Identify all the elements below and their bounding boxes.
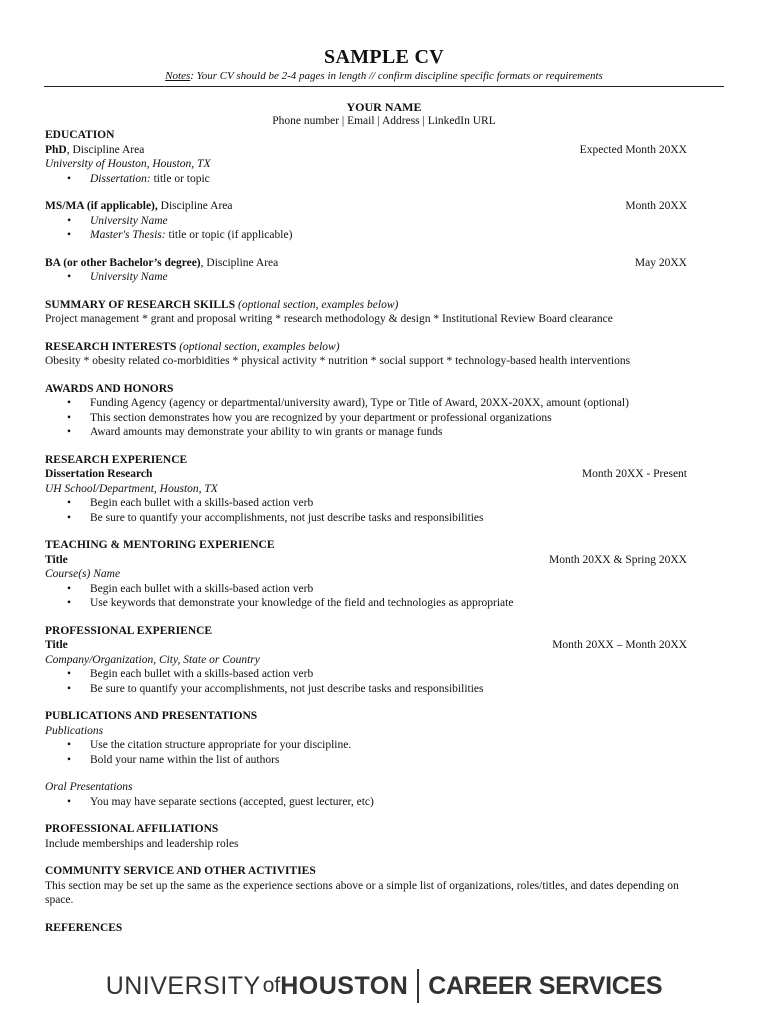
awards-bullet: • Funding Agency (agency or departmental/university award), Type or Title of Award, 20XX-20XX, amount (optional) xyxy=(45,396,705,411)
awards-heading: AWARDS AND HONORS xyxy=(45,382,174,395)
research-skills-heading-line xyxy=(45,298,705,313)
teaching-org: Course(s) Name xyxy=(45,568,121,580)
teaching-heading: TEACHING & MENTORING EXPERIENCE xyxy=(45,539,275,551)
publications-subheading: Publications xyxy=(45,724,104,737)
presentations-bullet: • You may have separate sections (accepted, guest lecturer, etc) xyxy=(45,795,705,810)
research-bullet: • Be sure to quantify your accomplishments, not just describe tasks and responsibilities xyxy=(45,511,705,526)
ms-area: Discipline Area xyxy=(157,200,233,212)
research-interests-heading: RESEARCH INTERESTS xyxy=(45,340,177,353)
phd-school: University of Houston, Houston, TX xyxy=(45,158,211,170)
research-interests-note: (optional section, examples below) xyxy=(176,340,340,353)
teaching-bullet: • Begin each bullet with a skills-based action verb xyxy=(45,582,705,597)
teaching-role-line xyxy=(45,553,705,568)
presentations-subheading: Oral Presentations xyxy=(45,781,133,793)
research-role: Dissertation Research xyxy=(45,468,153,480)
ms-thesis-label: Master's Thesis: xyxy=(90,229,166,241)
research-interests-heading-line xyxy=(45,340,705,355)
affiliations-text: Include memberships and leadership roles xyxy=(45,837,239,850)
professional-date: Month 20XX – Month 20XX xyxy=(552,639,687,651)
candidate-name: YOUR NAME xyxy=(346,100,422,114)
university-logo xyxy=(0,966,768,1006)
professional-role-line xyxy=(45,638,705,653)
ms-line xyxy=(45,199,705,214)
ms-bullet-thesis xyxy=(45,228,705,243)
notes-line xyxy=(0,70,768,82)
research-experience-heading: RESEARCH EXPERIENCE xyxy=(45,453,188,466)
professional-role: Title xyxy=(45,639,68,651)
ms-date: Month 20XX xyxy=(625,200,687,212)
research-bullet: • Begin each bullet with a skills-based action verb xyxy=(45,496,705,511)
publications-bullet: • Bold your name within the list of authors xyxy=(45,753,705,768)
community-text: This section may be set up the same as the experience sections above or a simple list of organizations, roles/titles, and dates depending on space. xyxy=(45,879,679,906)
research-skills-text: Project management * grant and proposal writing * research methodology & design * Institutional Review Board clearance xyxy=(45,313,613,325)
notes-text: : Your CV should be 2-4 pages in length // confirm discipline specific formats or requirements xyxy=(190,70,603,82)
ba-date: May 20XX xyxy=(634,256,687,269)
logo-houston: HOUSTON xyxy=(280,971,409,1000)
ba-line xyxy=(45,256,705,271)
research-org: UH School/Department, Houston, TX xyxy=(45,482,218,495)
community-heading: COMMUNITY SERVICE AND OTHER ACTIVITIES xyxy=(45,865,316,877)
teaching-role: Title xyxy=(45,553,68,566)
cv-content xyxy=(45,128,705,935)
research-skills-note: (optional section, examples below) xyxy=(235,298,399,311)
research-interests-text: Obesity * obesity related co-morbidities * physical activity * nutrition * social support * technology-based health interventions xyxy=(45,355,631,367)
references-heading: REFERENCES xyxy=(45,921,123,934)
phd-area: , Discipline Area xyxy=(66,143,145,156)
awards-bullet: • Award amounts may demonstrate your ability to win grants or manage funds xyxy=(45,425,705,440)
education-heading: EDUCATION xyxy=(45,129,115,141)
notes-label: Notes xyxy=(165,70,191,82)
professional-heading: PROFESSIONAL EXPERIENCE xyxy=(45,624,213,637)
ba-bullet-school: • University Name xyxy=(45,270,705,285)
phd-date: Expected Month 20XX xyxy=(579,143,687,156)
phd-line xyxy=(45,143,705,158)
publications-bullet: • Use the citation structure appropriate for your discipline. xyxy=(45,738,705,753)
teaching-date: Month 20XX & Spring 20XX xyxy=(548,553,687,566)
phd-bullet-label: Dissertation: xyxy=(90,172,151,185)
research-role-line xyxy=(45,467,705,482)
logo-university: UNIVERSITY xyxy=(105,971,261,1000)
research-date: Month 20XX - Present xyxy=(581,468,687,480)
ba-area: , Discipline Area xyxy=(200,256,279,269)
professional-bullet: • Be sure to quantify your accomplishments, not just describe tasks and responsibilities xyxy=(45,682,705,697)
logo-of: of xyxy=(262,974,281,997)
logo-divider xyxy=(417,969,419,1003)
phd-degree: PhD xyxy=(45,143,67,156)
affiliations-heading: PROFESSIONAL AFFILIATIONS xyxy=(45,823,219,835)
teaching-bullet: • Use keywords that demonstrate your knowledge of the field and technologies as appropriate xyxy=(45,596,705,611)
logo-career-services: CAREER SERVICES xyxy=(428,971,663,1000)
phd-bullet-text: title or topic xyxy=(150,172,210,185)
phd-bullet xyxy=(45,172,705,187)
contact-line: Phone number | Email | Address | LinkedIn URL xyxy=(272,115,496,127)
research-skills-heading: SUMMARY OF RESEARCH SKILLS xyxy=(45,298,236,311)
professional-org: Company/Organization, City, State or Country xyxy=(45,653,260,666)
publications-heading: PUBLICATIONS AND PRESENTATIONS xyxy=(45,710,258,722)
document-title: SAMPLE CV xyxy=(324,46,444,68)
ms-degree: MS/MA (if applicable), xyxy=(45,200,158,212)
header-divider xyxy=(44,86,724,87)
ms-bullet-school: • University Name xyxy=(45,214,705,229)
ba-degree: BA (or other Bachelor’s degree) xyxy=(45,256,201,269)
awards-bullet: • This section demonstrates how you are recognized by your department or professional organizations xyxy=(45,411,705,426)
professional-bullet: • Begin each bullet with a skills-based action verb xyxy=(45,667,705,682)
ms-thesis-text: title or topic (if applicable) xyxy=(165,229,293,241)
